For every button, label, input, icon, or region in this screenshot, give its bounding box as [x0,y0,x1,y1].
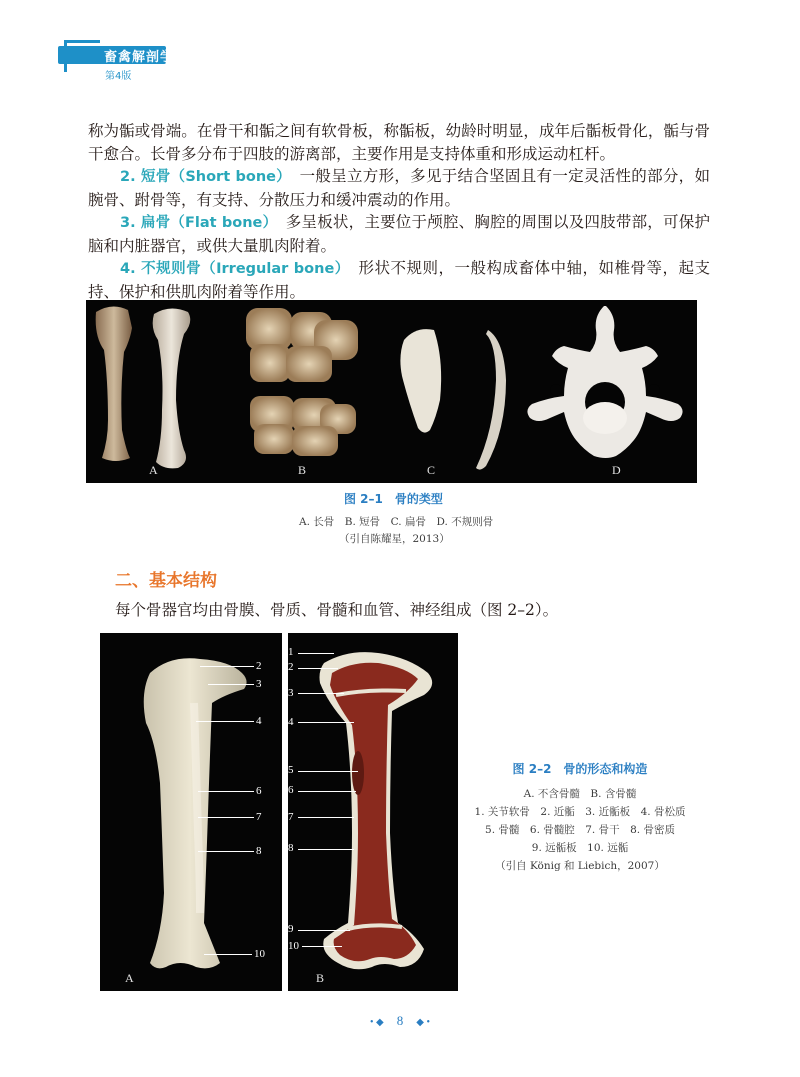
long-bone-1 [96,306,132,461]
figure2-legend-line: 5. 骨髓 6. 骨髓腔 7. 骨干 8. 骨密质 [485,824,675,836]
panel-a-callout-3: 3 [256,678,262,690]
paragraph-flat-bone [88,211,710,257]
paragraph-short-bone [88,165,710,211]
flat-bone-rib [476,330,506,470]
panel-a-leader-4 [196,721,254,722]
figure1-label-b: B [298,463,307,477]
bone-types-illustration [86,300,697,483]
panel-b-callout-10: 10 [288,940,299,952]
footer-ornament-left: • ◆ [370,1017,384,1028]
footer-ornament-right: ◆ • [416,1017,430,1028]
figure1-source: （引自陈耀星，2013） [339,533,450,545]
figure2-label-b: B [316,971,325,985]
figure1-label-d: D [612,463,621,477]
panel-b-leader-7 [298,817,354,818]
panel-b-leader-4 [298,722,354,723]
flat-bone-scapula [400,329,441,432]
term-irregular-bone: 4. 不规则骨（Irregular bone） [120,261,343,277]
paragraph-irregular-bone [88,257,710,303]
figure2-legend-line: 1. 关节软骨 2. 近骺 3. 近骺板 4. 骨松质 [474,806,686,818]
figure2-legend-line: 9. 远骺板 10. 远骺 [531,842,629,854]
panel-b-callout-2: 2 [288,661,294,673]
bone-with-marrow-illustration [288,633,458,991]
vertebra-shape [527,306,682,458]
panel-b-callout-6: 6 [288,784,294,796]
panel-b-leader-3 [298,693,344,694]
long-bone-2 [153,308,191,468]
panel-b-callout-4: 4 [288,716,294,728]
panel-a-leader-6 [198,791,254,792]
section-intro: 每个骨器官均由骨膜、骨质、骨髓和血管、神经组成（图 2–2）。 [115,601,559,619]
panel-b-leader-2 [298,668,338,669]
panel-b-leader-6 [298,791,356,792]
figure2-panel-a [100,633,282,991]
book-title: 畜禽解剖学 [104,50,175,65]
panel-b-callout-7: 7 [288,811,294,823]
short-bones-group [246,308,358,456]
figure1-title: 图 2–1 骨的类型 [344,492,443,506]
figure2-title: 图 2–2 骨的形态和构造 [512,762,648,776]
panel-a-leader-7 [198,817,254,818]
book-logo [58,38,188,80]
figure2-panel-b [288,633,458,991]
figure2-source: （引自 König 和 Liebich，2007） [495,860,665,872]
term-short-bone: 2. 短骨（Short bone） [120,169,284,185]
panel-b-callout-3: 3 [288,687,294,699]
irregular-bone-text: 形状不规则，一般构成畜体中轴，如椎骨等，起支持、保护和供肌肉附着等作用。 [88,259,710,301]
panel-b-leader-5 [298,771,358,772]
figure1-legend: A. 长骨 B. 短骨 C. 扁骨 D. 不规则骨 [299,516,494,528]
panel-a-callout-6: 6 [256,785,262,797]
panel-a-leader-2 [200,666,254,667]
panel-a-leader-3 [208,684,254,685]
section-heading: 二、基本结构 [115,571,217,591]
flat-bone-text: 多呈板状，主要位于颅腔、胸腔的周围以及四肢带部，可保护脑和内脏器官，或供大量肌肉附着。 [88,213,710,255]
short-bone-text: 一般呈立方形，多见于结合坚固且有一定灵活性的部分，如腕骨、跗骨等，有支持、分散压力和缓冲震动的作用。 [88,167,710,209]
panel-a-callout-8: 8 [256,845,262,857]
figure2-caption [470,760,690,875]
page-footer [0,1013,800,1029]
figure2-legend-line: A. 不含骨髓 B. 含骨髓 [523,788,637,800]
panel-b-leader-1 [298,653,334,654]
body-text [88,120,710,303]
book-edition: 第4版 [105,71,132,82]
figure1-label-c: C [427,463,436,477]
panel-a-callout-4: 4 [256,715,262,727]
page-number: 8 [396,1013,404,1028]
panel-b-callout-8: 8 [288,842,294,854]
panel-a-callout-10: 10 [254,948,265,960]
bone-without-marrow-illustration [100,633,282,991]
figure1-label-a: A [149,463,158,477]
panel-b-leader-10 [302,946,342,947]
panel-b-callout-1: 1 [288,646,294,658]
panel-a-leader-10 [204,954,252,955]
panel-b-leader-9 [298,930,350,931]
figure-bone-types-photo [86,300,697,483]
figure2-label-a: A [125,971,134,985]
panel-b-callout-9: 9 [288,923,294,935]
panel-b-leader-8 [298,849,354,850]
panel-a-callout-2: 2 [256,660,262,672]
paragraph-long-bone: 称为骺或骨端。在骨干和骺之间有软骨板，称骺板，幼龄时明显，成年后骺板骨化，骺与骨干愈合。长骨多分布于四肢的游离部，主要作用是支持体重和形成运动杠杆。 [88,122,710,163]
panel-a-callout-7: 7 [256,811,262,823]
panel-b-callout-5: 5 [288,764,294,776]
term-flat-bone: 3. 扁骨（Flat bone） [120,215,271,231]
panel-a-leader-8 [198,851,254,852]
